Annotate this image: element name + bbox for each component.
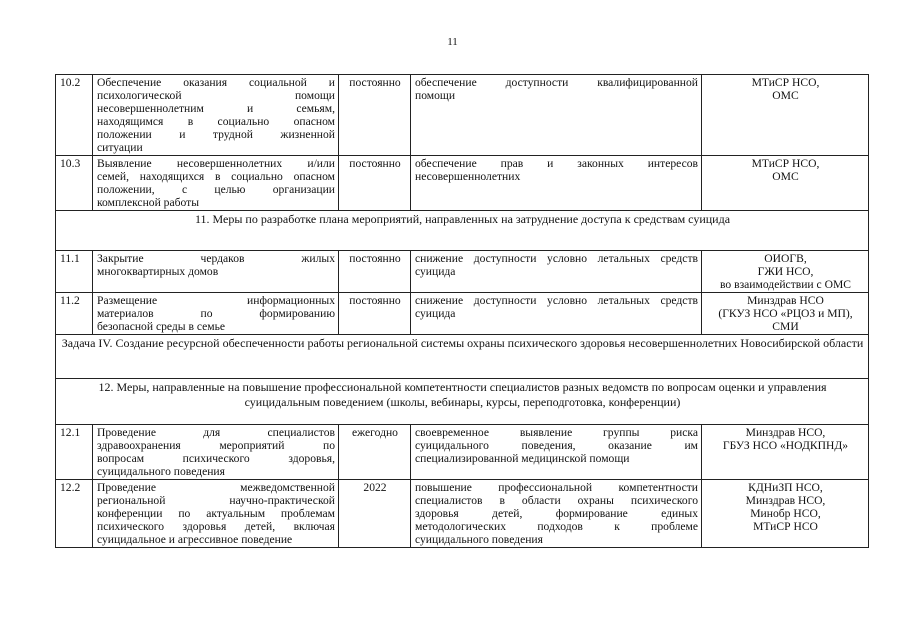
result-line: специалистов в области охраны психического bbox=[415, 494, 698, 507]
result-line: снижение доступности условно летальных средств bbox=[415, 252, 698, 265]
section-header-row bbox=[56, 379, 869, 425]
description-line: положении и трудной жизненной bbox=[97, 128, 335, 141]
description-line: здравоохранения мероприятий по bbox=[97, 439, 335, 452]
measure-description bbox=[93, 156, 339, 211]
executor-line: ГБУЗ НСО «НОДКПНД» bbox=[722, 439, 849, 452]
executors bbox=[702, 480, 869, 548]
result-line: здоровья детей, формирование единых bbox=[415, 507, 698, 520]
executors bbox=[702, 293, 869, 335]
expected-result bbox=[411, 156, 702, 211]
executor-line: ОМС bbox=[772, 89, 799, 102]
expected-result bbox=[411, 480, 702, 548]
measure-description bbox=[93, 480, 339, 548]
executor-line: (ГКУЗ НСО «РЦОЗ и МП), bbox=[718, 307, 853, 320]
implementation-term: 2022 bbox=[339, 480, 411, 548]
section-title: Задача IV. Создание ресурсной обеспеченности работы региональной системы охраны психического здоровья несовершеннолетних Новосибирской области bbox=[56, 335, 869, 379]
executor-line: МТиСР НСО, bbox=[751, 157, 820, 170]
description-line: психического здоровья детей, включая bbox=[97, 520, 335, 533]
description-line: находящимся в социально опасном bbox=[97, 115, 335, 128]
executor-line: МТиСР НСО, bbox=[751, 76, 820, 89]
executor-line: ОИОГВ, bbox=[764, 252, 807, 265]
table-row bbox=[56, 293, 869, 335]
implementation-term: постоянно bbox=[339, 251, 411, 293]
section-header-row bbox=[56, 335, 869, 379]
description-line: Проведение межведомственной bbox=[97, 481, 335, 494]
section-header-row bbox=[56, 211, 869, 251]
implementation-term: постоянно bbox=[339, 156, 411, 211]
executor-line: Минобр НСО, bbox=[750, 507, 821, 520]
description-line: комплексной работы bbox=[97, 196, 200, 209]
item-number: 10.2 bbox=[56, 75, 93, 156]
description-line: Обеспечение оказания социальной и bbox=[97, 76, 335, 89]
item-number: 12.2 bbox=[56, 480, 93, 548]
executor-line: СМИ bbox=[772, 320, 799, 333]
result-line: обеспечение доступности квалифицированной bbox=[415, 76, 698, 89]
description-line: Выявление несовершеннолетних и/или bbox=[97, 157, 335, 170]
item-number: 10.3 bbox=[56, 156, 93, 211]
table-row bbox=[56, 75, 869, 156]
result-line: методологических подходов к проблеме bbox=[415, 520, 698, 533]
table-row bbox=[56, 156, 869, 211]
expected-result bbox=[411, 425, 702, 480]
executor-line: ОМС bbox=[772, 170, 799, 183]
executor-line: во взаимодействии с ОМС bbox=[720, 278, 851, 291]
description-line: безопасной среды в семье bbox=[97, 320, 226, 333]
expected-result bbox=[411, 251, 702, 293]
table-row bbox=[56, 251, 869, 293]
item-number: 11.1 bbox=[56, 251, 93, 293]
description-line: материалов по формированию bbox=[97, 307, 335, 320]
description-line: Размещение информационных bbox=[97, 294, 335, 307]
executors bbox=[702, 156, 869, 211]
result-line: суицида bbox=[415, 307, 456, 320]
result-line: помощи bbox=[415, 89, 456, 102]
description-line: суицидального поведения bbox=[97, 465, 225, 478]
description-line: суицидальное и агрессивное поведение bbox=[97, 533, 293, 546]
implementation-term: постоянно bbox=[339, 293, 411, 335]
result-line: суицида bbox=[415, 265, 456, 278]
implementation-term: ежегодно bbox=[339, 425, 411, 480]
expected-result bbox=[411, 293, 702, 335]
section-title: 12. Меры, направленные на повышение профессиональной компетентности специалистов разных ведомств по вопросам оценки и управления суицидальным поведением (школы, вебинары, курсы, переподготовка, конференции) bbox=[56, 379, 869, 425]
executor-line: Минздрав НСО bbox=[747, 294, 824, 307]
page-number: 11 bbox=[447, 36, 458, 48]
result-line: обеспечение прав и законных интересов bbox=[415, 157, 698, 170]
executor-line: КДНиЗП НСО, bbox=[748, 481, 823, 494]
description-line: вопросам психического здоровья, bbox=[97, 452, 335, 465]
measures-table-body bbox=[56, 75, 869, 548]
executor-line: ГЖИ НСО, bbox=[757, 265, 814, 278]
executor-line: Минздрав НСО, bbox=[745, 426, 826, 439]
implementation-term: постоянно bbox=[339, 75, 411, 156]
description-line: несовершеннолетним и семьям, bbox=[97, 102, 335, 115]
description-line: региональной научно-практической bbox=[97, 494, 335, 507]
measures-table bbox=[55, 74, 869, 548]
result-line: повышение профессиональной компетентности bbox=[415, 481, 698, 494]
executors bbox=[702, 425, 869, 480]
measure-description bbox=[93, 293, 339, 335]
measure-description bbox=[93, 75, 339, 156]
result-line: специализированной медицинской помощи bbox=[415, 452, 630, 465]
section-title: 11. Меры по разработке плана мероприятий, направленных на затруднение доступа к средствам суицида bbox=[56, 211, 869, 251]
executor-line: Минздрав НСО, bbox=[745, 494, 826, 507]
description-line: многоквартирных домов bbox=[97, 265, 219, 278]
expected-result bbox=[411, 75, 702, 156]
description-line: психологической помощи bbox=[97, 89, 335, 102]
executor-line: МТиСР НСО bbox=[753, 520, 818, 533]
description-line: семей, находящихся в социально опасном bbox=[97, 170, 335, 183]
item-number: 12.1 bbox=[56, 425, 93, 480]
description-line: Проведение для специалистов bbox=[97, 426, 335, 439]
table-row bbox=[56, 425, 869, 480]
item-number: 11.2 bbox=[56, 293, 93, 335]
executors bbox=[702, 251, 869, 293]
description-line: ситуации bbox=[97, 141, 143, 154]
result-line: суицидального поведения, оказание им bbox=[415, 439, 698, 452]
result-line: несовершеннолетних bbox=[415, 170, 521, 183]
measure-description bbox=[93, 251, 339, 293]
table-row bbox=[56, 480, 869, 548]
result-line: снижение доступности условно летальных средств bbox=[415, 294, 698, 307]
description-line: Закрытие чердаков жилых bbox=[97, 252, 335, 265]
description-line: положении, с целью организации bbox=[97, 183, 335, 196]
description-line: конференции по актуальным проблемам bbox=[97, 507, 335, 520]
executors bbox=[702, 75, 869, 156]
measure-description bbox=[93, 425, 339, 480]
result-line: своевременное выявление группы риска bbox=[415, 426, 698, 439]
result-line: суицидального поведения bbox=[415, 533, 543, 546]
